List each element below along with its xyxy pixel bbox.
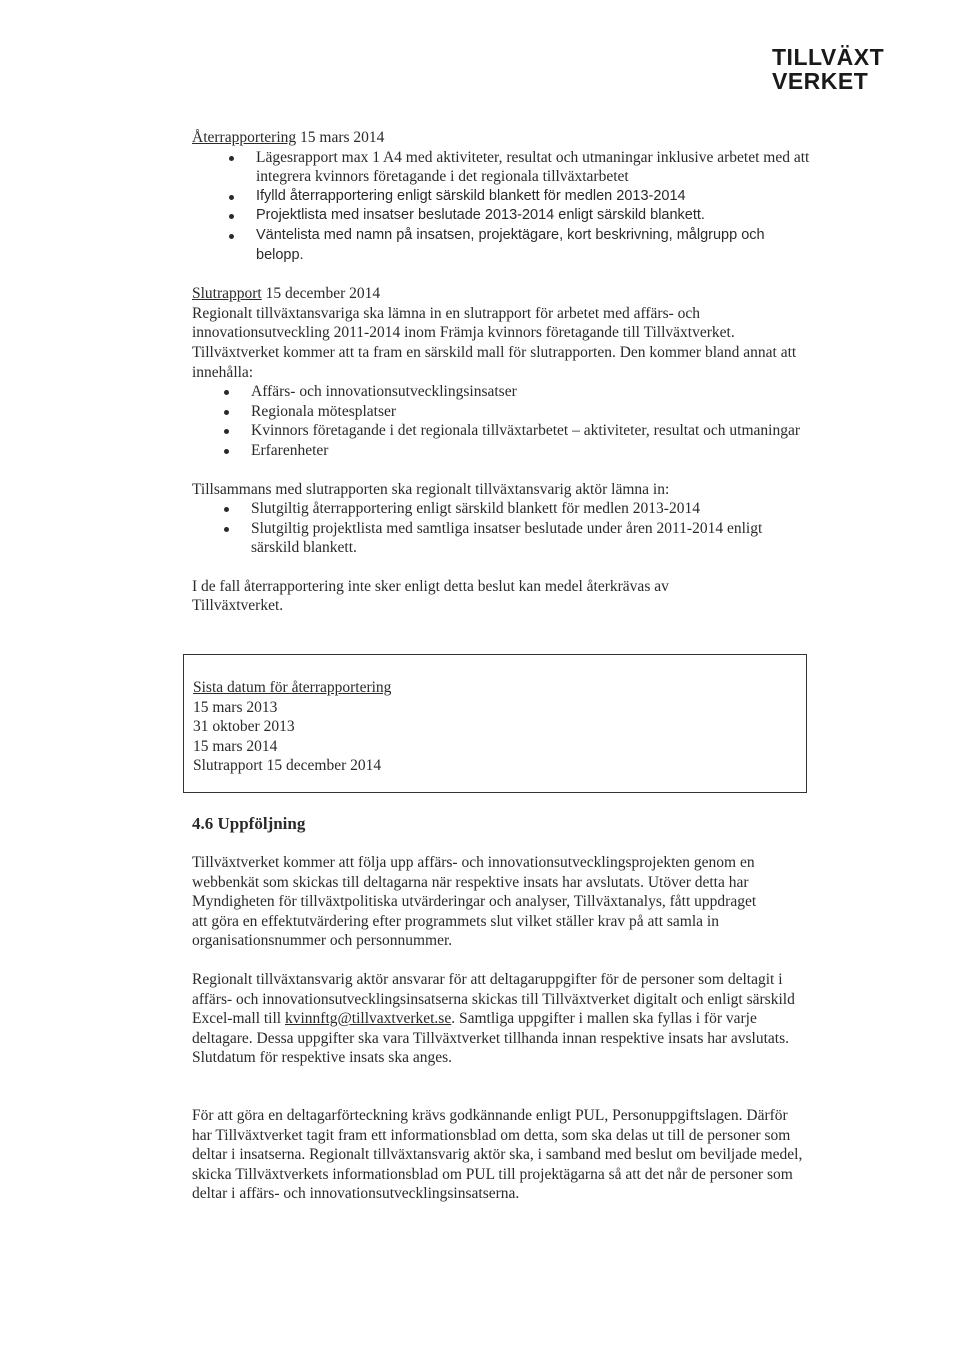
list-item: Regionala mötesplatser (251, 402, 832, 422)
final-report-title: Slutrapport (192, 285, 262, 303)
recovery-note: I de fall återrapportering inte sker enligt detta beslut kan medel återkrävas av Tillväxtverket. (192, 577, 669, 615)
logo-line-1: TILLVÄXT (772, 44, 885, 70)
reporting-date: 15 mars 2014 (296, 129, 385, 146)
together-list (251, 499, 832, 558)
deadline-date: 15 mars 2014 (193, 737, 278, 755)
final-report-date: 15 december 2014 (261, 285, 381, 303)
deadlines-box (183, 654, 807, 793)
list-item: Slutgiltig återrapportering enligt särskild blankett för medlen 2013-2014 (251, 499, 832, 519)
deadlines-title: Sista datum för återrapportering (193, 679, 392, 696)
section-paragraph-1: Tillväxtverket kommer att följa upp affärs- och innovationsutvecklingsprojekten genom en webbenkät som skickas till deltagarna när respektive insats har avslutats. Utöver detta har Myndigheten för tillväxtpolitiska utvärderingar och analyser, Tillväxtanalys, fått uppdraget att göra en effektutvärdering efter programmets slut vilket ställer krav på att samla in organisationsnummer och personnummer. (192, 854, 757, 950)
reporting-heading (192, 128, 832, 148)
list-item: Slutgiltig projektlista med samtliga insatser beslutade under åren 2011-2014 enligt särskild blankett. (251, 519, 796, 558)
together-intro: Tillsammans med slutrapporten ska regionalt tillväxtansvarig aktör lämna in: (192, 480, 670, 498)
list-item: Ifylld återrapportering enligt särskild blankett för medlen 2013-2014 (256, 187, 832, 207)
deadline-date: Slutrapport 15 december 2014 (193, 757, 382, 775)
logo-line-2: VERKET (772, 68, 869, 94)
p2-text-before: Regionalt tillväxtansvarig aktör ansvarar för att deltagaruppgifter för de personer som deltagit i affärs- och innovationsutvecklingsinsatserna skickas till Tillväxtverket digitalt och enligt särskild Excel-mall till (192, 971, 795, 1028)
list-item: Väntelista med namn på insatsen, projektägare, kort beskrivning, målgrupp och belopp. (256, 226, 796, 265)
list-item: Kvinnors företagande i det regionala tillväxtarbetet – aktiviteter, resultat och utmaningar (251, 422, 801, 440)
reporting-list (256, 148, 832, 266)
email-link[interactable]: kvinnftg@tillvaxtverket.se (284, 1010, 452, 1028)
main-content (192, 128, 832, 616)
reporting-title: Återrapportering (192, 129, 297, 146)
final-report-heading (192, 284, 832, 304)
deadline-date: 31 oktober 2013 (193, 718, 295, 736)
deadline-date: 15 mars 2013 (193, 698, 278, 716)
list-item: Affärs- och innovationsutvecklingsinsatser (251, 382, 832, 402)
section-heading: 4.6 Uppföljning (192, 814, 306, 833)
p2-text-after: . Samtliga uppgifter i mallen ska fyllas i för varje deltagare. Dessa uppgifter ska vara Tillväxtverket tillhanda innan respektive insats har avslutats. Slutdatum för respektive insats ska anges. (192, 1010, 790, 1067)
list-item: Lägesrapport max 1 A4 med aktiviteter, resultat och utmaningar inklusive arbetet med att integrera kvinnors företagande i det regionala tillväxtarbetet (256, 148, 816, 187)
final-report-list (251, 382, 832, 460)
list-item: Erfarenheter (251, 441, 832, 461)
section-paragraph-3: För att göra en deltagarförteckning krävs godkännande enligt PUL, Personuppgiftslagen. Därför har Tillväxtverket tagit fram ett informationsblad om detta, som ska delas ut till de personer som deltar i insatserna. Regionalt tillväxtansvarig aktör ska, i samband med beslut om beviljade medel, skicka Tillväxtverkets informationsblad om PUL till projektägarna så att det når de personer som deltar i affärs- och innovationsutvecklingsinsatserna. (192, 1107, 803, 1203)
section-paragraph-2 (192, 970, 804, 1068)
tillvaxtverket-logo (772, 44, 892, 100)
list-item: Projektlista med insatser beslutade 2013-2014 enligt särskild blankett. (256, 206, 832, 226)
final-report-intro: Regionalt tillväxtansvariga ska lämna in en slutrapport för arbetet med affärs- och innovationsutveckling 2011-2014 inom Främja kvinnors företagande till Tillväxtverket. Tillväxtverket kommer att ta fram en särskild mall för slutrapporten. Den kommer bland annat att innehålla: (192, 304, 797, 381)
